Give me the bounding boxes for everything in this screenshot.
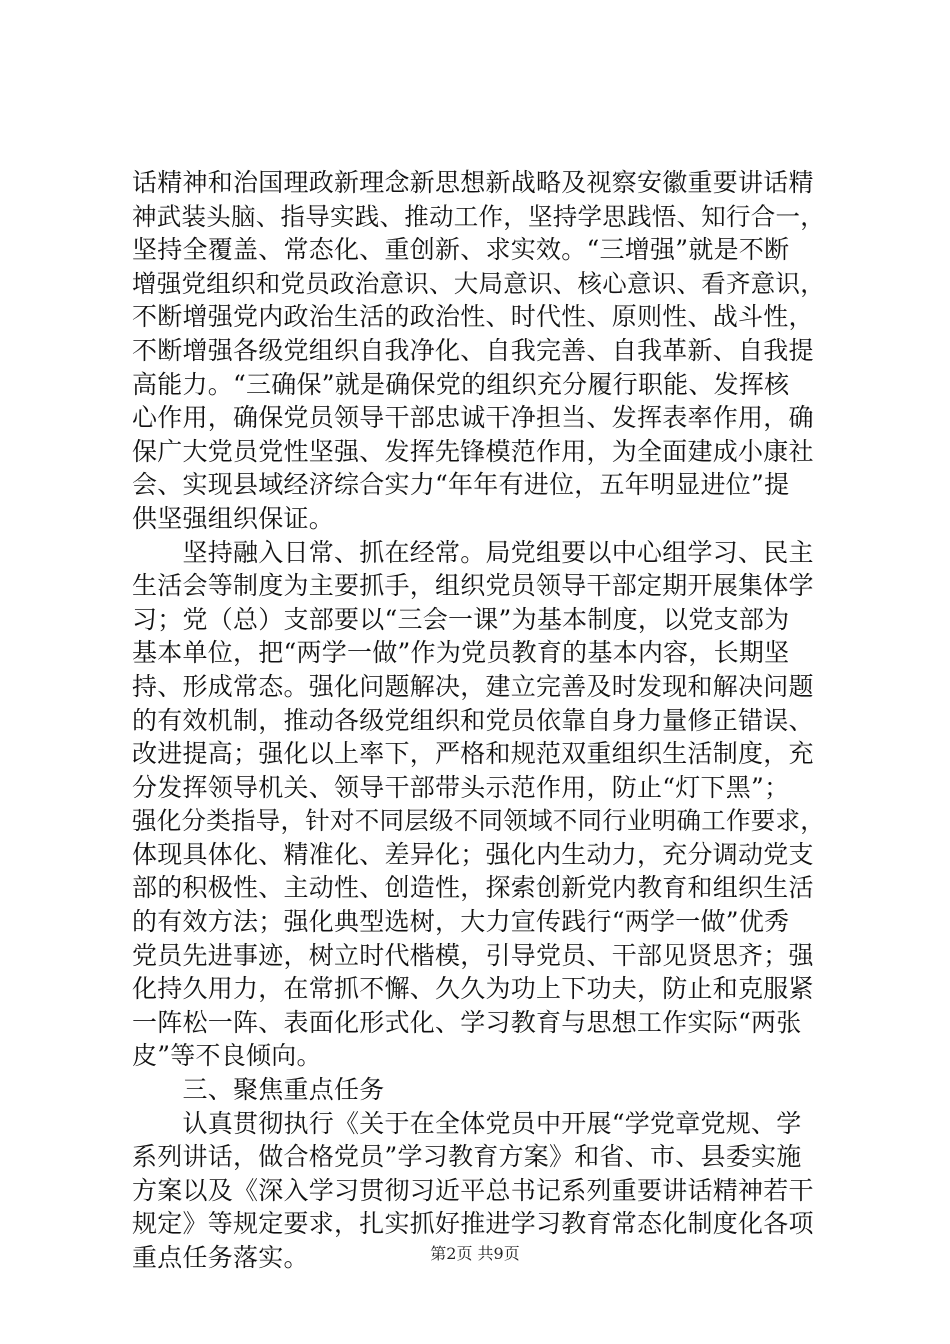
text-line: 高能力。“三确保”就是确保党的组织充分履行职能、发挥核	[132, 369, 790, 399]
text-line: 心作用，确保党员领导干部忠诚干净担当、发挥表率作用，确	[132, 403, 814, 433]
text-line: 不断增强党内政治生活的政治性、时代性、原则性、战斗性，	[132, 302, 814, 332]
text-line: 系列讲话，做合格党员”学习教育方案》和省、市、县委实施	[132, 1142, 802, 1172]
text-line: 改进提高；强化以上率下，严格和规范双重组织生活制度，充	[132, 739, 814, 769]
text-line: 规定》等规定要求，扎实抓好推进学习教育常态化制度化各项	[132, 1209, 814, 1239]
text-line: 坚持全覆盖、常态化、重创新、求实效。“三增强”就是不断	[132, 235, 790, 265]
text-line: 皮”等不良倾向。	[132, 1041, 322, 1071]
text-line: 话精神和治国理政新理念新思想新战略及视察安徽重要讲话精	[132, 168, 814, 197]
text-line: 坚持融入日常、抓在经常。局党组要以中心组学习、民主	[132, 537, 814, 567]
text-line: 认真贯彻执行《关于在全体党员中开展“学党章党规、学	[132, 1108, 802, 1138]
text-line: 不断增强各级党组织自我净化、自我完善、自我革新、自我提	[132, 335, 814, 365]
page-footer: 第2页 共9页	[430, 1244, 520, 1263]
text-line: 一阵松一阵、表面化形式化、学习教育与思想工作实际“两张	[132, 1007, 802, 1037]
document-body	[132, 166, 836, 1275]
text-line: 部的积极性、主动性、创造性，探索创新党内教育和组织生活	[132, 873, 814, 903]
text-line: 强化分类指导，针对不同层级不同领域不同行业明确工作要求，	[132, 806, 825, 836]
text-line: 化持久用力，在常抓不懈、久久为功上下功夫，防止和克服紧	[132, 974, 814, 1004]
text-line: 增强党组织和党员政治意识、大局意识、核心意识、看齐意识，	[132, 268, 825, 298]
text-line: 三、聚焦重点任务	[132, 1075, 385, 1105]
text-line: 的有效方法；强化典型选树，大力宣传践行“两学一做”优秀	[132, 907, 790, 937]
text-line: 供坚强组织保证。	[132, 503, 335, 533]
text-line: 的有效机制，推动各级党组织和党员依靠自身力量修正错误、	[132, 705, 814, 735]
text-line: 体现具体化、精准化、差异化；强化内生动力，充分调动党支	[132, 839, 814, 869]
text-line: 方案以及《深入学习贯彻习近平总书记系列重要讲话精神若干	[132, 1175, 814, 1205]
text-line: 习；党（总）支部要以“三会一课”为基本制度，以党支部为	[132, 604, 790, 634]
text-line: 保广大党员党性坚强、发挥先锋模范作用，为全面建成小康社	[132, 436, 814, 466]
text-line: 会、实现县域经济综合实力“年年有进位，五年明显进位”提	[132, 470, 790, 500]
text-line: 生活会等制度为主要抓手，组织党员领导干部定期开展集体学	[132, 571, 814, 601]
text-line: 分发挥领导机关、领导干部带头示范作用，防止“灯下黑”；	[132, 772, 790, 802]
text-line: 神武装头脑、指导实践、推动工作，坚持学思践悟、知行合一，	[132, 201, 825, 231]
text-line: 重点任务落实。	[132, 1243, 309, 1272]
text-line: 持、形成常态。强化问题解决，建立完善及时发现和解决问题	[132, 671, 814, 701]
text-line: 基本单位，把“两学一做”作为党员教育的基本内容，长期坚	[132, 638, 790, 668]
text-line: 党员先进事迹，树立时代楷模，引导党员、干部见贤思齐；强	[132, 940, 814, 970]
